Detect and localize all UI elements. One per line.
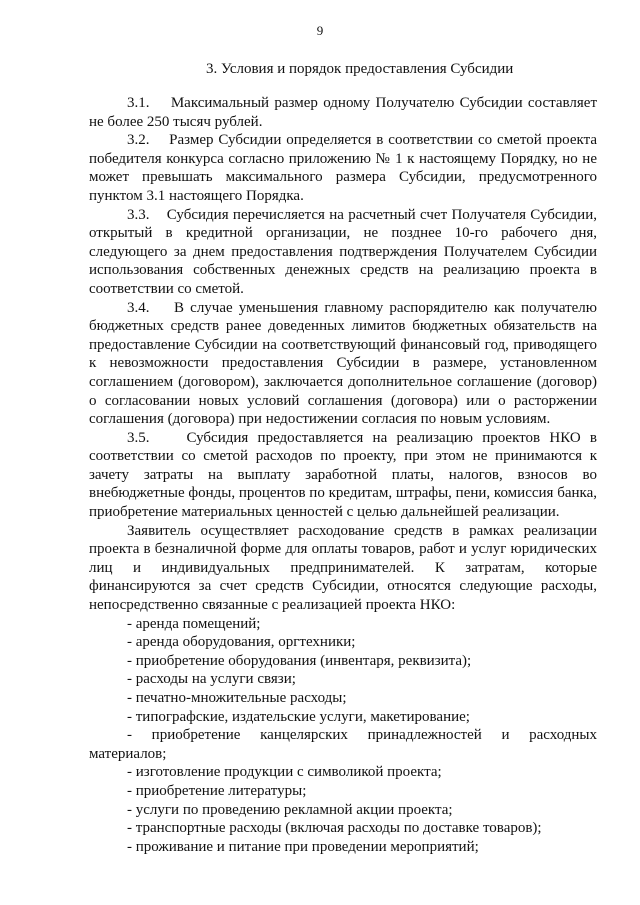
list-item: - печатно-множительные расходы;	[127, 690, 347, 706]
page-number: 9	[316, 23, 324, 38]
list-item: - типографские, издательские услуги, макетирование;	[127, 708, 470, 725]
paragraph-3-3: 3.3. Субсидия перечисляется на расчетный счет Получателя Субсидии, открытый в кредитной организации, не позднее 10-го рабочего дня, следующего за днем предоставления подтверждения Получателем Субсидии использования собственных денежных средств на реализацию проекта в соответствии со сметой.	[89, 206, 597, 297]
document-body	[89, 94, 597, 856]
list-item: - проживание и питание при проведении мероприятий;	[127, 838, 479, 855]
list-item: - аренда оборудования, оргтехники;	[127, 634, 356, 651]
paragraph-3-1: 3.1. Максимальный размер одному Получателю Субсидии составляет не более 250 тысяч рублей.	[89, 95, 597, 130]
list-item: - изготовление продукции с символикой проекта;	[127, 764, 442, 781]
list-item: - приобретение литературы;	[127, 782, 307, 799]
list-item: - услуги по проведению рекламной акции проекта;	[127, 801, 453, 818]
paragraph-3-5: 3.5. Субсидия предоставляется на реализацию проектов НКО в соответствии со сметой расходов по проекту, при этом не принимаются к зачету затраты на выплату заработной платы, налогов, взносов во внебюджетные фонды, процентов по кредитам, штрафы, пени, комиссия банка, приобретение материальных ценностей с целью дальнейшей реализации.	[89, 429, 597, 521]
list-item: - транспортные расходы (включая расходы по доставке товаров);	[127, 820, 542, 837]
section-title: 3. Условия и порядок предоставления Субсидии	[206, 61, 514, 77]
list-item: - аренда помещений;	[127, 615, 261, 632]
list-item: - расходы на услуги связи;	[127, 671, 296, 688]
expense-list	[89, 615, 597, 857]
paragraph-3-2: 3.2. Размер Субсидии определяется в соответствии со сметой проекта победителя конкурса согласно приложению № 1 к настоящему Порядку, но не может превышать максимального размера Субсидии, предусмотренного пунктом 3.1 настоящего Порядка.	[89, 132, 597, 204]
paragraph-applicant-expenses: Заявитель осуществляет расходование средств в рамках реализации проекта в безналичной форме для оплаты товаров, работ и услуг юридических лиц и индивидуальных предпринимателей. К затратам, которые финансируются за счет средств Субсидии, относятся следующие расходы, непосредственно связанные с реализацией проекта НКО:	[89, 522, 597, 614]
list-item: - приобретение оборудования (инвентаря, реквизита);	[127, 652, 472, 669]
list-item: - приобретение канцелярских принадлежностей и расходных материалов;	[89, 727, 597, 762]
paragraph-3-4: 3.4. В случае уменьшения главному распорядителю как получателю бюджетных средств ранее доведенных лимитов бюджетных обязательств на предоставление Субсидии на соответствующий финансовый год, приводящего к невозможности предоставления Субсидии в размере, установленном соглашением (договором), заключается дополнительное соглашение (договор) о согласовании новых условий соглашения (договора) или о расторжении соглашения (договора) при недостижении согласия по новым условиям.	[89, 299, 597, 428]
